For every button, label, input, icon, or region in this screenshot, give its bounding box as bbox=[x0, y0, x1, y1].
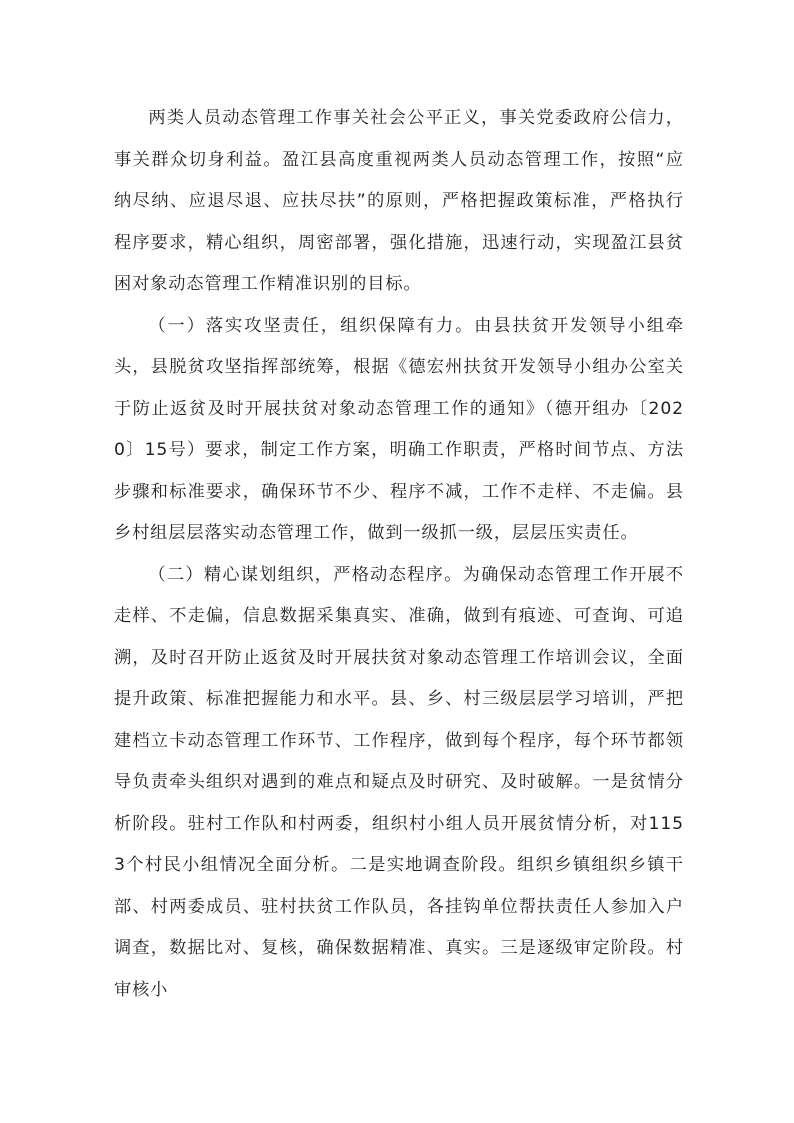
paragraph-responsibility: （一）落实攻坚责任，组织保障有力。由县扶贫开发领导小组牵头，县脱贫攻坚指挥部统筹，根据《德宏州扶贫开发领导小组办公室关于防止返贫及时开展扶贫对象动态管理工作的通知》（德开组办〔2020〕15号）要求，制定工作方案，明确工作职责，严格时间节点、方法步骤和标准要求，确保环节不少、程序不减，工作不走样、不走偏。县乡村组层层落实动态管理工作，做到一级抓一级，层层压实责任。 bbox=[114, 315, 684, 543]
paragraph-organization: （二）精心谋划组织，严格动态程序。为确保动态管理工作开展不走样、不走偏，信息数据采集真实、准确，做到有痕迹、可查询、可追溯，及时召开防止返贫及时开展扶贫对象动态管理工作培训会议，全面提升政策、标准把握能力和水平。县、乡、村三级层层学习培训，严把建档立卡动态管理工作环节、工作程序，做到每个程序，每个环节都领导负责牵头组织对遇到的难点和疑点及时研究、及时破解。一是贫情分析阶段。驻村工作队和村两委，组织村小组人员开展贫情分析，对1153个村民小组情况全面分析。二是实地调查阶段。组织乡镇组织乡镇干部、村两委成员、驻村扶贫工作队员，各挂钩单位帮扶责任人参加入户调查，数据比对、复核，确保数据精准、真实。三是逐级审定阶段。村审核小 bbox=[114, 564, 684, 1000]
document-body bbox=[114, 98, 684, 1011]
paragraph-intro: 两类人员动态管理工作事关社会公平正义，事关党委政府公信力，事关群众切身利益。盈江县高度重视两类人员动态管理工作，按照“应纳尽纳、应退尽退、应扶尽扶”的原则，严格把握政策标准，严格执行程序要求，精心组织，周密部署，强化措施，迅速行动，实现盈江县贫困对象动态管理工作精准识别的目标。 bbox=[114, 108, 684, 294]
